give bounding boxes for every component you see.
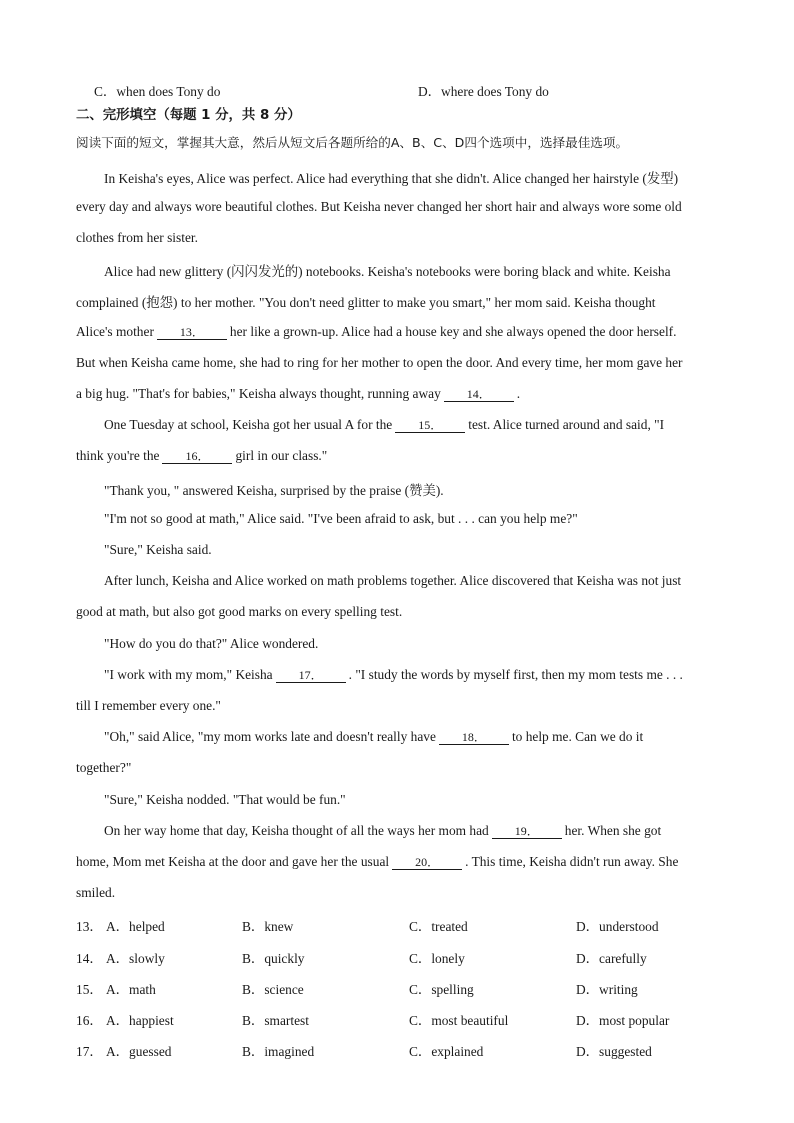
passage-line xyxy=(76,448,327,464)
section-instructions: 阅读下面的短文，掌握其大意，然后从短文后各题所给的A、B、C、D四个选项中，选择最佳选项。 xyxy=(76,135,629,150)
option-c[interactable]: C．treated xyxy=(409,919,468,934)
passage-line: good at math, but also got good marks on every spelling test. xyxy=(76,604,403,619)
option-c[interactable]: C．explained xyxy=(409,1044,484,1059)
passage-line xyxy=(76,386,520,402)
option-a[interactable]: A．guessed xyxy=(106,1044,172,1059)
blank-16: 16． xyxy=(162,449,232,464)
question-number: 17． xyxy=(76,1044,103,1059)
passage-text: home, Mom met Keisha at the door and gave her the usual xyxy=(76,854,390,869)
option-d[interactable]: D．suggested xyxy=(576,1044,652,1059)
blank-15: 15． xyxy=(395,418,465,433)
passage-line: In Keisha's eyes, Alice was perfect. Alice had everything that she didn't. Alice changed her hairstyle (发型) xyxy=(104,171,679,186)
passage-line: clothes from her sister. xyxy=(76,230,198,245)
option-d[interactable]: D．carefully xyxy=(576,951,647,966)
blank-14: 14． xyxy=(444,387,514,402)
question-number: 15． xyxy=(76,982,103,997)
passage-line: together?" xyxy=(76,760,132,775)
passage-text: to help me. Can we do it xyxy=(511,729,644,744)
option-a[interactable]: A．helped xyxy=(106,919,165,934)
option-c[interactable]: C．most beautiful xyxy=(409,1013,509,1028)
passage-text: . This time, Keisha didn't run away. She xyxy=(465,854,679,869)
passage-text: . "I study the words by myself first, then my mom tests me . . . xyxy=(348,667,683,682)
passage-line xyxy=(76,854,678,870)
passage-line xyxy=(104,667,683,683)
option-a[interactable]: A．math xyxy=(106,982,156,997)
passage-line: till I remember every one." xyxy=(76,698,221,713)
passage-line xyxy=(104,729,643,745)
question-number: 16． xyxy=(76,1013,103,1028)
blank-19: 19． xyxy=(492,824,562,839)
option-b[interactable]: B．knew xyxy=(242,919,294,934)
option-b[interactable]: B．imagined xyxy=(242,1044,315,1059)
option-d[interactable]: D．writing xyxy=(576,982,638,997)
option-d[interactable]: D．understood xyxy=(576,919,659,934)
passage-text: her like a grown-up. Alice had a house key and she always opened the door herself. xyxy=(229,324,677,339)
passage-text: a big hug. "That's for babies," Keisha always thought, running away xyxy=(76,386,441,401)
option-d[interactable]: D．most popular xyxy=(576,1013,670,1028)
option-b[interactable]: B．smartest xyxy=(242,1013,309,1028)
passage-text: Alice's mother xyxy=(76,324,154,339)
blank-13: 13． xyxy=(157,325,227,340)
blank-20: 20． xyxy=(392,855,462,870)
passage-line: Alice had new glittery (闪闪发光的) notebooks. Keisha's notebooks were boring black and white. Keisha xyxy=(104,264,671,279)
passage-line: But when Keisha came home, she had to ring for her mother to open the door. And every time, her mom gave her xyxy=(76,355,683,370)
option-a[interactable]: A．happiest xyxy=(106,1013,174,1028)
question-number: 14． xyxy=(76,951,103,966)
option-b[interactable]: B．science xyxy=(242,982,304,997)
blank-17: 17． xyxy=(276,668,346,683)
section-title: 二、完形填空（每题 1 分，共 8 分） xyxy=(76,108,301,123)
option-a[interactable]: A．slowly xyxy=(106,951,165,966)
prev-option-c: C．when does Tony do xyxy=(94,84,221,99)
passage-line: "Sure," Keisha said. xyxy=(104,542,212,557)
option-c[interactable]: C．lonely xyxy=(409,951,465,966)
prev-option-d: D．where does Tony do xyxy=(418,84,549,99)
passage-line xyxy=(76,324,677,340)
passage-line xyxy=(104,823,661,839)
passage-line: "Thank you, " answered Keisha, surprised by the praise (赞美). xyxy=(104,483,444,498)
passage-text: think you're the xyxy=(76,448,160,463)
passage-line: smiled. xyxy=(76,885,116,900)
passage-text: "Oh," said Alice, "my mom works late and doesn't really have xyxy=(104,729,436,744)
option-c[interactable]: C．spelling xyxy=(409,982,474,997)
passage-text: "I work with my mom," Keisha xyxy=(104,667,273,682)
passage-line: "How do you do that?" Alice wondered. xyxy=(104,636,319,651)
blank-18: 18． xyxy=(439,730,509,745)
passage-text: On her way home that day, Keisha thought of all the ways her mom had xyxy=(104,823,489,838)
passage-text: One Tuesday at school, Keisha got her usual A for the xyxy=(104,417,393,432)
passage-text: her. When she got xyxy=(564,823,662,838)
passage-text: . xyxy=(516,386,521,401)
passage-line: every day and always wore beautiful clothes. But Keisha never changed her short hair and always wore some old xyxy=(76,199,682,214)
passage-text: test. Alice turned around and said, "I xyxy=(468,417,665,432)
passage-line: "Sure," Keisha nodded. "That would be fun." xyxy=(104,792,346,807)
passage-text: girl in our class." xyxy=(235,448,328,463)
passage-line: "I'm not so good at math," Alice said. "I've been afraid to ask, but . . . can you help me?" xyxy=(104,511,578,526)
passage-line xyxy=(104,417,664,433)
passage-line: complained (抱怨) to her mother. "You don't need glitter to make you smart," her mom said. Keisha thought xyxy=(76,295,656,310)
question-number: 13． xyxy=(76,919,103,934)
option-b[interactable]: B．quickly xyxy=(242,951,305,966)
passage-line: After lunch, Keisha and Alice worked on math problems together. Alice discovered that Keisha was not just xyxy=(104,573,682,588)
